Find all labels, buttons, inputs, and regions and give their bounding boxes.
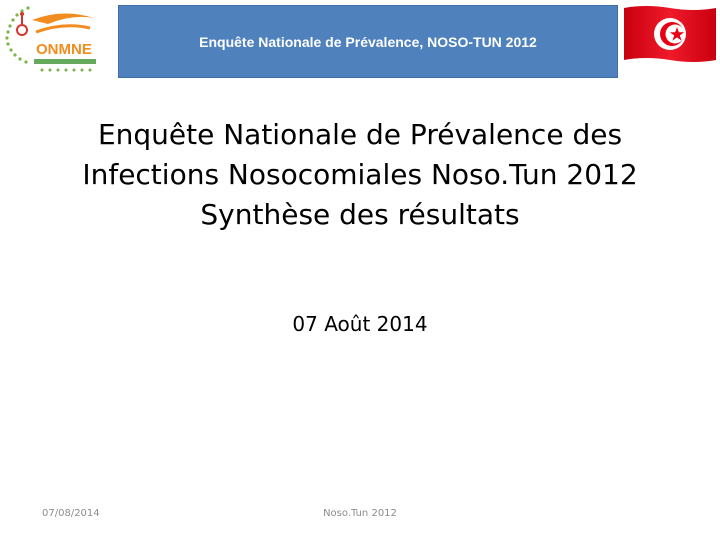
tunisia-flag-icon [622, 2, 718, 66]
title-line-3: Synthèse des résultats [200, 198, 520, 231]
footer-date: 07/08/2014 [42, 508, 100, 519]
banner-title: Enquête Nationale de Prévalence, NOSO-TUN 2012 [199, 33, 537, 50]
header-banner [118, 5, 618, 78]
title-line-2: Infections Nosocomiales Noso.Tun 2012 [82, 158, 638, 191]
logo-text: ONMNE [36, 41, 92, 58]
title-line-1: Enquête Nationale de Prévalence des [97, 118, 623, 151]
onmne-logo-icon [2, 2, 116, 76]
onmne-logo [2, 2, 116, 76]
tunisia-flag [622, 2, 718, 66]
slide-subtitle-date: 07 Août 2014 [292, 312, 428, 336]
slide-title [10, 115, 710, 235]
footer-center-text: Noso.Tun 2012 [323, 508, 397, 519]
